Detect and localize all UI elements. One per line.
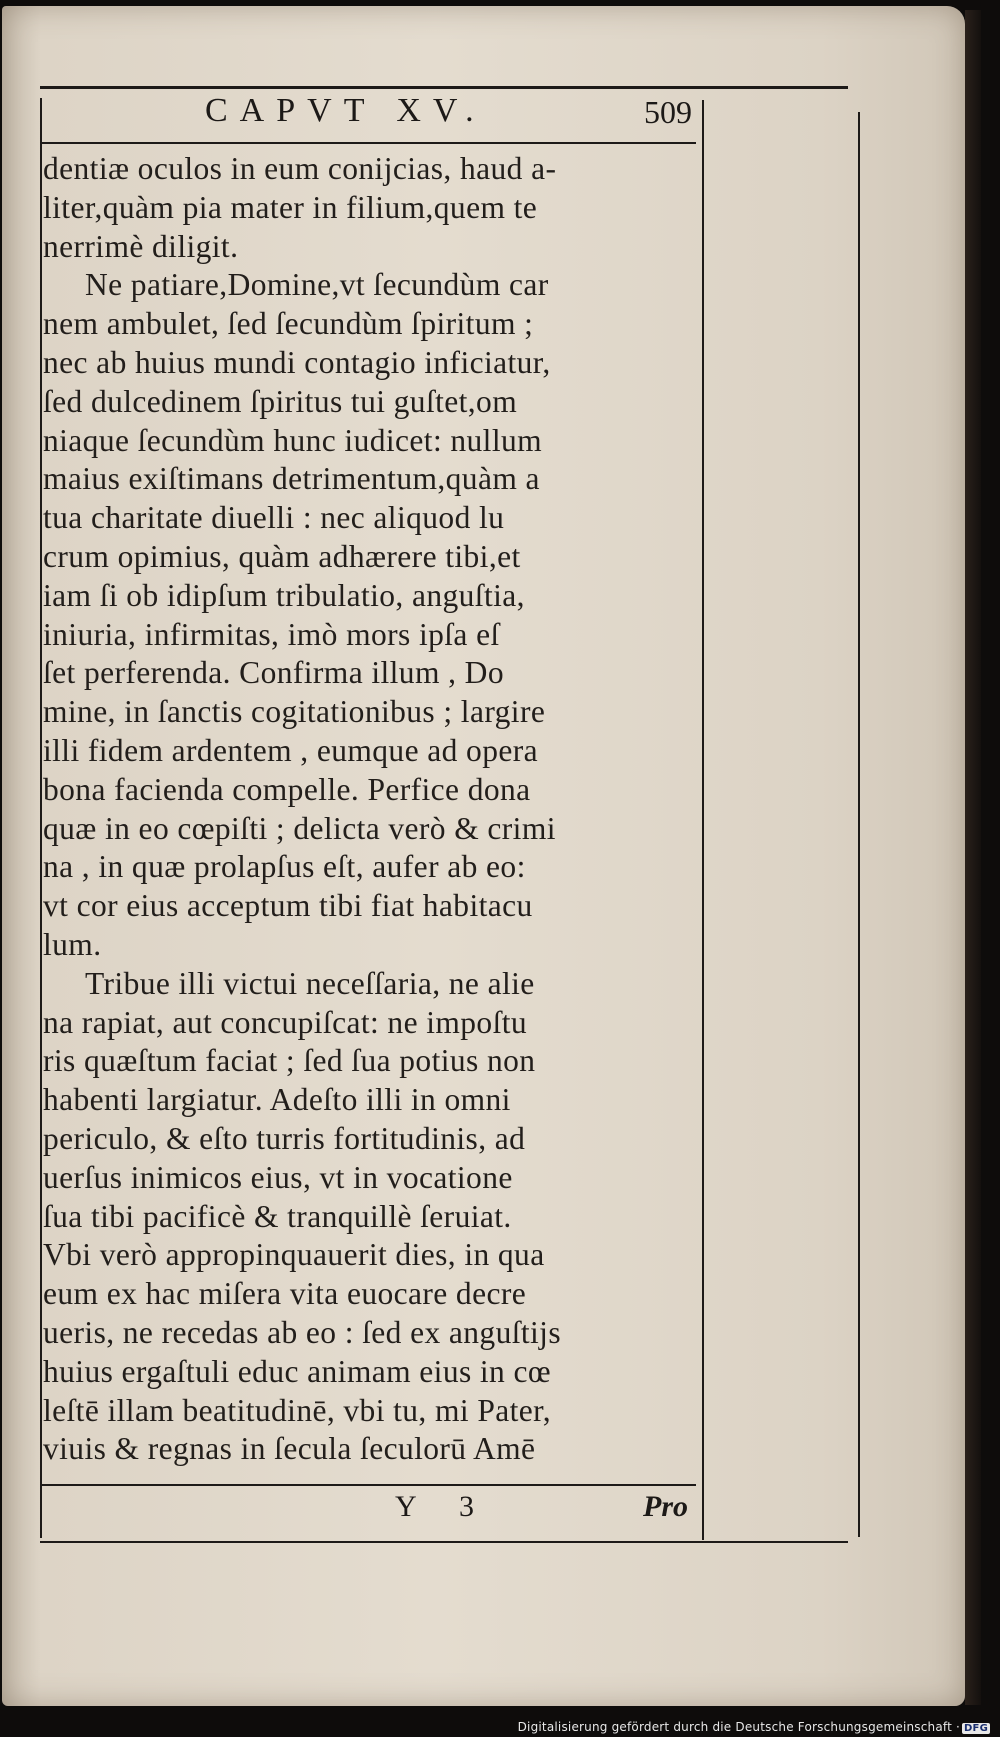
running-head xyxy=(40,92,696,138)
page-footer xyxy=(40,1490,696,1530)
text-line: nerrimè diligit. xyxy=(43,228,239,264)
credit-text: Digitalisierung gefördert durch die Deutsche Forschungsgemeinschaft · xyxy=(517,1720,961,1734)
body-bottom-rule xyxy=(40,1484,696,1486)
head-underline xyxy=(40,142,696,144)
text-line: nem ambulet, ſed ſecundùm ſpiritum ; xyxy=(43,306,534,342)
top-rule xyxy=(40,86,848,89)
text-line: Tribue illi victui neceſſaria, ne alie xyxy=(85,965,535,1001)
text-line: maius exiſtimans detrimentum,quàm a xyxy=(43,461,540,497)
text-line: iniuria, infirmitas, imò mors ipſa eſ xyxy=(43,616,500,652)
right-frame-line xyxy=(702,100,704,1540)
text-line: dentiæ oculos in eum conijcias, haud a- xyxy=(43,151,557,186)
text-line: vt cor eius acceptum tibi fiat habitacu xyxy=(43,888,533,924)
text-line: leſtē illam beatitudinē, vbi tu, mi Pater, xyxy=(43,1392,552,1428)
page-number: 509 xyxy=(644,94,692,130)
text-line: periculo, & eſto turris fortitudinis, ad xyxy=(43,1120,526,1156)
text-line: ſua tibi pacificè & tranquillè ſeruiat. xyxy=(43,1198,512,1234)
text-line: illi fidem ardentem , eumque ad opera xyxy=(43,732,538,768)
signature-mark: Y 3 xyxy=(395,1490,493,1523)
bottom-rule xyxy=(40,1541,848,1543)
catchword: Pro xyxy=(643,1490,688,1523)
text-line: mine, in ſanctis cogitationibus ; largire xyxy=(43,694,546,730)
text-line: viuis & regnas in ſecula ſeculorū Amē xyxy=(43,1431,536,1467)
text-line: na rapiat, aut concupiſcat: ne impoſtu xyxy=(43,1004,528,1040)
text-line: na , in quæ prolapſus eſt, aufer ab eo: xyxy=(43,849,526,885)
outer-margin-line xyxy=(858,112,860,1537)
text-line: Vbi verò appropinquauerit dies, in qua xyxy=(43,1237,545,1273)
text-line: uerſus inimicos eius, vt in vocatione xyxy=(43,1159,513,1195)
text-line: nec ab huius mundi contagio inficiatur, xyxy=(43,344,551,380)
page-edge xyxy=(965,10,981,1705)
dfg-logo: DFG xyxy=(964,1723,988,1734)
text-line: tua charitate diuelli : nec aliquod lu xyxy=(43,500,505,536)
left-frame-line xyxy=(40,98,42,1538)
text-line: niaque ſecundùm hunc iudicet: nullum xyxy=(43,422,543,458)
chapter-heading: CAPVT XV. xyxy=(205,92,486,129)
text-line: iam ſi ob idipſum tribulatio, anguſtia, xyxy=(43,577,525,613)
text-line: lum. xyxy=(43,926,102,962)
text-line: ſed dulcedinem ſpiritus tui guſtet,om xyxy=(43,383,518,419)
text-line: quæ in eo cœpiſti ; delicta verò & crimi xyxy=(43,810,556,846)
digitization-credit xyxy=(518,1720,990,1734)
text-line: ris quæſtum faciat ; ſed ſua potius non xyxy=(43,1043,536,1079)
text-line: ſet perferenda. Confirma illum , Do xyxy=(43,655,504,691)
text-line: bona facienda compelle. Perfice dona xyxy=(43,771,531,807)
text-line: liter,quàm pia mater in filium,quem te xyxy=(43,189,538,225)
text-line: eum ex hac miſera vita euocare decre xyxy=(43,1276,527,1312)
body-text xyxy=(43,150,693,1469)
text-line: ueris, ne recedas ab eo : ſed ex anguſtijs xyxy=(43,1314,561,1350)
text-line: habenti largiatur. Adeſto illi in omni xyxy=(43,1082,511,1118)
text-line: crum opimius, quàm adhærere tibi,et xyxy=(43,538,521,574)
text-line: huius ergaſtuli educ animam eius in cœ xyxy=(43,1353,552,1389)
text-line: Ne patiare,Domine,vt ſecundùm car xyxy=(85,267,549,303)
